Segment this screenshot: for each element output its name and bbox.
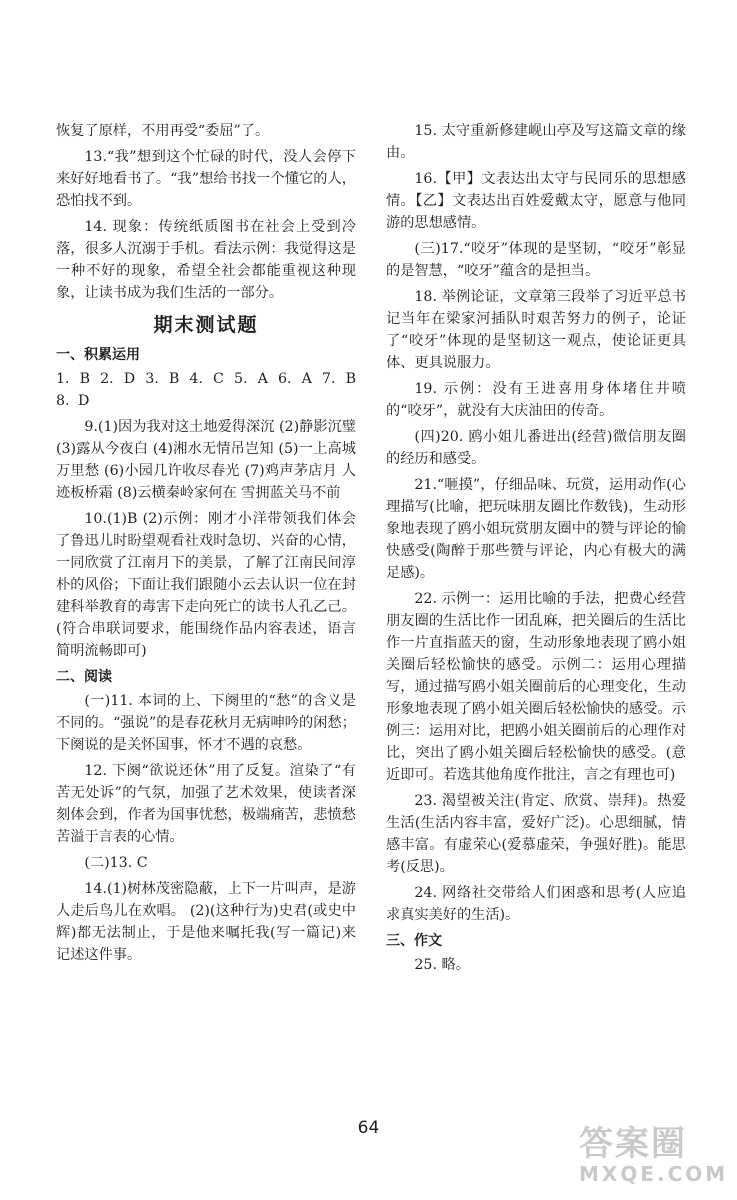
answer-18: 18. 举例论证，文章第三段举了习近平总书记当年在梁家河插队时艰苦努力的例子，论证了“咬牙”体现的是坚韧这一观点，使论证更具体、更具说服力。	[386, 289, 686, 371]
watermark-url: MXQE.COM	[579, 1162, 729, 1186]
answer-24: 24. 网络社交带给人们困惑和思考(人应追求真实美好的生活)。	[386, 885, 686, 923]
answer-13: 13.“我”想到这个忙碌的时代，没人会停下来好好地看书了。“我”想给书找一个懂它的人，恐怕找不到。	[56, 149, 356, 209]
answer-13-choice: (二)13. C	[84, 855, 148, 871]
answer-21: 21.“咂摸”，仔细品味、玩赏，运用动作(心理描写(比喻，把玩味朋友圈比作数钱)，生动形象地表现了鸥小姐玩赏朋友圈中的赞与评论的愉快感受(陶醉于那些赞与评论，内心有极大的满足感)。	[386, 477, 686, 581]
answer-9: 9.(1)因为我对这土地爱得深沉 (2)静影沉璧 (3)露从今夜白 (4)湘水无情吊岂知 (5)一上高城万里愁 (6)小园几许收尽春光 (7)鸡声茅店月 人迹板桥霜 (8)云横秦岭家何在 雪拥蓝关马不前	[56, 419, 356, 501]
watermark-logo: 答案圈	[579, 1124, 687, 1164]
exam-title: 期末测试题	[153, 314, 259, 336]
answer-14: 14. 现象：传统纸质图书在社会上受到冷落，很多人沉溺于手机。看法示例：我觉得这是一种不好的现象，希望全社会都能重视这种现象，让读书成为我们生活的一部分。	[56, 219, 356, 301]
section-heading-3: 三、作文	[386, 933, 442, 949]
answer-paragraph: 恢复了原样，不用再受“委屈”了。	[56, 123, 270, 139]
answer-25: 25. 略。	[414, 957, 470, 973]
page-number: 64	[357, 1118, 380, 1138]
section-heading-1: 一、积累运用	[56, 347, 140, 363]
answer-14-translation: 14.(1)树林茂密隐蔽，上下一片叫声，是游人走后鸟儿在欢唱。 (2)(这种行为)史君(或史中辉)都无法制止，于是他来嘱托我(写一篇记)来记述这件事。	[56, 881, 356, 963]
answer-22: 22. 示例一：运用比喻的手法，把费心经营朋友圈的生活比作一团乱麻，把关圈后的生活比作一片直指蓝天的窗，生动形象地表现了鸥小姐关圈后轻松愉快的感受。示例二：运用心理描写，通过描写鸥小姐关圈前后的心理变化，生动形象地表现了鸥小姐关圈后轻松愉快的感受。示例三：运用对比，把鸥小姐关圈前后的心理作对比，突出了鸥小姐关圈后轻松愉快的感受。(意近即可。若选其他角度作批注，言之有理也可)	[386, 591, 686, 783]
watermark	[579, 1125, 729, 1193]
right-column	[386, 120, 686, 980]
answer-10: 10.(1)B (2)示例：刚才小洋带领我们体会了鲁迅儿时盼望观看社戏时急切、兴奋的心情，一同欣赏了江南月下的美景，了解了江南民间淳朴的风俗；下面让我们跟随小云去认识一位在封建科举教育的毒害下走向死亡的读书人孔乙己。(符合串联词要求，能围绕作品内容表述，语言简明流畅即可)	[56, 511, 356, 659]
answer-17: (三)17.“咬牙”体现的是坚韧，“咬牙”彰显的是智慧，“咬牙”蕴含的是担当。	[386, 241, 686, 279]
left-column	[56, 120, 356, 970]
answer-11: (一)11. 本词的上、下阕里的“愁”的含义是不同的。“强说”的是春花秋月无病呻吟的闲愁；下阕说的是关怀国事，怀才不遇的哀愁。	[56, 693, 356, 753]
answer-20: (四)20. 鸥小姐儿番进出(经营)微信朋友圈的经历和感受。	[386, 429, 686, 467]
answer-12: 12. 下阕“欲说还休”用了反复。渲染了“有苦无处诉”的气氛，加强了艺术效果，使读者深刻体会到，作者为国事忧愁，极端痛苦，悲愤愁苦溢于言表的心情。	[56, 763, 356, 845]
answer-16: 16.【甲】文表达出太守与民同乐的思想感情。【乙】文表达出百姓爱戴太守，愿意与他同游的思想感情。	[386, 171, 686, 231]
answer-15: 15. 太守重新修建岘山亭及写这篇文章的缘由。	[386, 123, 686, 161]
answer-19: 19. 示例：没有王进喜用身体堵住井喷的“咬牙”，就没有大庆油田的传奇。	[386, 381, 686, 419]
choice-answers: 1. B 2. D 3. B 4. C 5. A 6. A 7. B 8. D	[56, 371, 356, 409]
section-heading-2: 二、阅读	[56, 669, 112, 685]
answer-23: 23. 渴望被关注(肯定、欣赏、崇拜)。热爱生活(生活内容丰富，爱好广泛)。心思细腻，情感丰富。有虚荣心(爱慕虚荣，争强好胜)。能思考(反思)。	[386, 793, 686, 875]
